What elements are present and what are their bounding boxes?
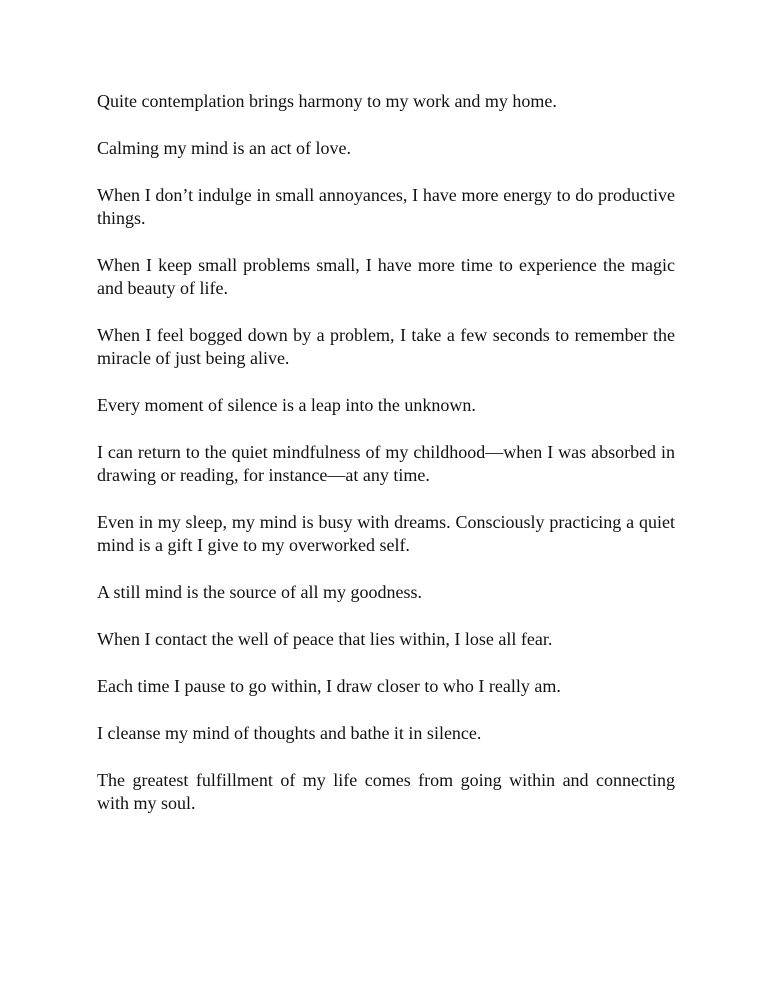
affirmation-paragraph: Each time I pause to go within, I draw closer to who I really am. xyxy=(97,676,561,696)
affirmation-paragraph: When I feel bogged down by a problem, I take a few seconds to remember the miracle of just being alive. xyxy=(97,325,675,368)
affirmation-paragraph: When I keep small problems small, I have more time to experience the magic and beauty of life. xyxy=(97,255,675,298)
affirmation-paragraph: A still mind is the source of all my goodness. xyxy=(97,582,422,602)
affirmation-paragraph: Quite contemplation brings harmony to my work and my home. xyxy=(97,91,557,111)
affirmation-paragraph: Calming my mind is an act of love. xyxy=(97,138,351,158)
affirmation-paragraph: I cleanse my mind of thoughts and bathe it in silence. xyxy=(97,723,482,743)
affirmation-paragraph: The greatest fulfillment of my life comes from going within and connecting with my soul. xyxy=(97,770,675,813)
document-body xyxy=(97,90,675,839)
affirmation-paragraph: I can return to the quiet mindfulness of my childhood—when I was absorbed in drawing or reading, for instance—at any time. xyxy=(97,442,675,485)
affirmation-paragraph: When I don’t indulge in small annoyances, I have more energy to do productive things. xyxy=(97,185,675,228)
affirmation-paragraph: When I contact the well of peace that lies within, I lose all fear. xyxy=(97,629,553,649)
affirmation-paragraph: Every moment of silence is a leap into the unknown. xyxy=(97,395,476,415)
affirmation-paragraph: Even in my sleep, my mind is busy with dreams. Consciously practicing a quiet mind is a gift I give to my overworked self. xyxy=(97,512,675,555)
